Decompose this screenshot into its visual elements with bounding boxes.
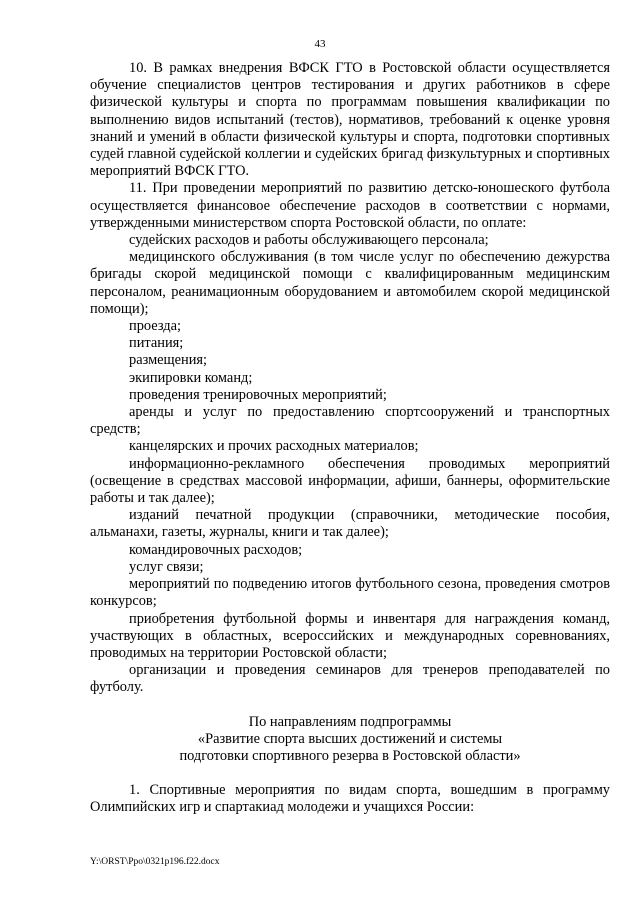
list-item: размещения; (129, 352, 208, 369)
subprogram-heading (90, 714, 610, 766)
list-item: аренды и услуг по предоставлению спортсооружений и транспортных средств; (90, 404, 610, 438)
list-item: проведения тренировочных мероприятий; (129, 386, 387, 403)
page-number: 43 (314, 38, 326, 50)
list-item: командировочных расходов; (129, 541, 303, 558)
heading-line: подготовки спортивного резерва в Ростовской области» (179, 747, 521, 764)
list-item: медицинского обслуживания (в том числе услуг по обеспечению дежурства бригады скорой медицинской помощи с квалифицированным медицинским персоналом, реанимационным оборудованием и автомобилем скорой медицинской помощи); (90, 249, 610, 317)
list-item: канцелярских и прочих расходных материалов; (129, 438, 419, 455)
paragraph-1: 1. Спортивные мероприятия по видам спорта, вошедшим в программу Олимпийских игр и спартакиад молодежи и учащихся России: (90, 782, 610, 816)
file-path-footer: Y:\ORST\Ppo\0321p196.f22.docx (90, 857, 220, 867)
list-item: питания; (129, 335, 184, 352)
document-body (90, 60, 610, 817)
list-item: изданий печатной продукции (справочники, методические пособия, альманахи, газеты, журналы, книги и так далее); (90, 507, 610, 541)
list-item: экипировки команд; (129, 369, 253, 386)
list-item: проезда; (129, 318, 181, 335)
paragraph-10: 10. В рамках внедрения ВФСК ГТО в Ростовской области осуществляется обучение специалистов центров тестирования и других работников в сфере физической культуры и спорта по программам повышения квалификации по выполнению видов испытаний (тестов), нормативов, требований к оценке уровня знаний и умений в области физической культуры и спорта, подготовки спортивных судей главной судейской коллегии и судейских бригад физкультурных и спортивных мероприятий ВФСК ГТО. (90, 60, 610, 180)
list-item: организации и проведения семинаров для тренеров преподавателей по футболу. (90, 662, 610, 696)
list-item: информационно-рекламного обеспечения проводимых мероприятий (освещение в средствах массовой информации, афиши, баннеры, оформительские работы и так далее); (90, 455, 610, 507)
list-item: судейских расходов и работы обслуживающего персонала; (129, 232, 489, 249)
paragraph-11: 11. При проведении мероприятий по развитию детско-юношеского футбола осуществляется финансовое обеспечение расходов в соответствии с нормами, утвержденными министерством спорта Ростовской области, по оплате: (90, 180, 610, 231)
list-item: мероприятий по подведению итогов футбольного сезона, проведения смотров конкурсов; (90, 576, 610, 610)
heading-line: «Развитие спорта высших достижений и системы (197, 730, 503, 747)
list-item: услуг связи; (129, 558, 204, 575)
list-item: приобретения футбольной формы и инвентаря для награждения команд, участвующих в областных, всероссийских и международных соревнованиях, проводимых на территории Ростовской области; (90, 610, 610, 661)
heading-line: По направлениям подпрограммы (248, 713, 452, 730)
